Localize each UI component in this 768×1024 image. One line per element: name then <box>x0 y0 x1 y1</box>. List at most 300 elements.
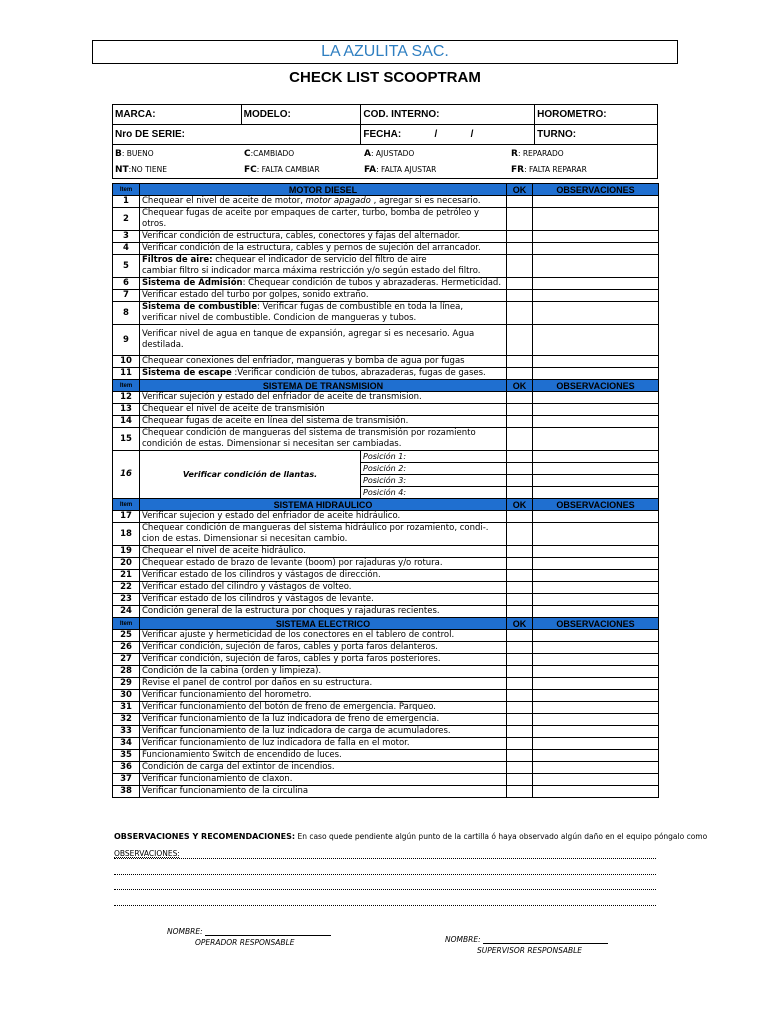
supervisor-name-line[interactable] <box>483 943 608 944</box>
item-description <box>140 208 507 231</box>
section-header-hidraulico <box>113 499 659 511</box>
section-title: SISTEMA DE TRANSMISION <box>140 380 507 392</box>
ok-cell[interactable] <box>507 487 533 499</box>
observations-column-header: OBSERVACIONES <box>533 499 659 511</box>
checklist-row <box>113 678 659 690</box>
item-text: Verificar estado del turbo por golpes, sonido extraño. <box>142 290 369 300</box>
nro-serie-field[interactable]: Nro DE SERIE: <box>113 125 361 145</box>
ok-cell[interactable] <box>507 738 533 750</box>
ok-column-header: OK <box>507 184 533 196</box>
ok-cell[interactable] <box>507 416 533 428</box>
observation-cell[interactable] <box>533 487 659 499</box>
item-description <box>140 594 507 606</box>
operator-role: OPERADOR RESPONSABLE <box>195 938 295 947</box>
item-description <box>140 302 507 325</box>
observation-cell[interactable] <box>533 738 659 750</box>
status-legend <box>113 145 658 179</box>
item-description <box>140 558 507 570</box>
checklist-row <box>113 750 659 762</box>
checklist-row <box>113 392 659 404</box>
item-subsystem-label: Sistema de escape <box>142 368 232 378</box>
checklist-row <box>113 690 659 702</box>
ok-cell[interactable] <box>507 546 533 558</box>
item-text: Condición de la cabina (orden y limpieza). <box>142 666 322 676</box>
item-description <box>140 774 507 786</box>
item-description <box>140 726 507 738</box>
item-text-line2: cambiar filtro si indicador marca máxima restricción y/o según estado del filtro. <box>142 266 481 276</box>
observation-cell[interactable] <box>533 290 659 302</box>
supervisor-signature <box>445 935 608 955</box>
item-number: 21 <box>113 570 140 582</box>
observation-cell[interactable] <box>533 594 659 606</box>
item-description <box>140 255 507 278</box>
checklist-row <box>113 511 659 523</box>
item-number: 24 <box>113 606 140 618</box>
checklist-row <box>113 582 659 594</box>
legend-fr: FR: FALTA REPARAR <box>511 164 587 175</box>
item-description <box>140 642 507 654</box>
item-text: Verificar estado del cilindro y vástagos de volteo. <box>142 582 352 592</box>
item-number: 25 <box>113 630 140 642</box>
ok-column-header: OK <box>507 618 533 630</box>
item-number: 13 <box>113 404 140 416</box>
item-description <box>140 570 507 582</box>
checklist-row <box>113 428 659 451</box>
checklist-row <box>113 630 659 642</box>
observation-cell[interactable] <box>533 255 659 278</box>
ok-cell[interactable] <box>507 428 533 451</box>
item-text: Verificar condición de estructura, cables, conectores y fajas del alternador. <box>142 231 461 241</box>
observation-cell[interactable] <box>533 392 659 404</box>
observation-cell[interactable] <box>533 463 659 475</box>
company-name: LA AZULITA SAC. <box>92 40 678 64</box>
item-number: 35 <box>113 750 140 762</box>
ok-cell[interactable] <box>507 606 533 618</box>
section-title: SISTEMA ELECTRICO <box>140 618 507 630</box>
observation-cell[interactable] <box>533 654 659 666</box>
ok-cell[interactable] <box>507 678 533 690</box>
tire-position-label[interactable]: Posición 4: <box>361 487 507 499</box>
section-header-transmision <box>113 380 659 392</box>
item-number: 11 <box>113 368 140 380</box>
item-text-line2: condición de estas. Dimensionar si necesitan ser cambiadas. <box>142 439 402 449</box>
item-description <box>140 278 507 290</box>
ok-cell[interactable] <box>507 290 533 302</box>
observation-cell[interactable] <box>533 231 659 243</box>
item-column-header: Item <box>113 499 140 511</box>
checklist-row <box>113 356 659 368</box>
item-number: 9 <box>113 325 140 356</box>
item-column-header: Item <box>113 380 140 392</box>
observation-cell[interactable] <box>533 511 659 523</box>
observation-cell[interactable] <box>533 368 659 380</box>
ok-cell[interactable] <box>507 302 533 325</box>
ok-cell[interactable] <box>507 750 533 762</box>
item-number: 5 <box>113 255 140 278</box>
ok-cell[interactable] <box>507 726 533 738</box>
section-header-motor <box>113 184 659 196</box>
supervisor-name-label: NOMBRE: <box>445 935 481 944</box>
ok-cell[interactable] <box>507 475 533 487</box>
observation-cell[interactable] <box>533 278 659 290</box>
observations-label: OBSERVACIONES: <box>114 849 180 858</box>
document-title: CHECK LIST SCOOPTRAM <box>289 69 481 86</box>
item-number: 19 <box>113 546 140 558</box>
legend-b: B: BUENO <box>115 148 154 159</box>
observation-cell[interactable] <box>533 630 659 642</box>
item-text: Condición de carga del extintor de incendios. <box>142 762 335 772</box>
observation-line-3[interactable] <box>114 889 656 890</box>
ok-cell[interactable] <box>507 208 533 231</box>
item-text: Verificar funcionamiento de claxon. <box>142 774 293 784</box>
item-text: Verificar condición de la estructura, cables y pernos de sujeción del arrancador. <box>142 243 481 253</box>
legend-nt: NT:NO TIENE <box>115 164 167 175</box>
checklist-row <box>113 570 659 582</box>
observation-cell[interactable] <box>533 714 659 726</box>
item-number: 38 <box>113 786 140 798</box>
item-number: 29 <box>113 678 140 690</box>
observation-cell[interactable] <box>533 404 659 416</box>
ok-cell[interactable] <box>507 774 533 786</box>
item-description <box>140 392 507 404</box>
equipment-header-table <box>112 104 658 179</box>
ok-cell[interactable] <box>507 392 533 404</box>
ok-cell[interactable] <box>507 325 533 356</box>
item-text: Verificar sujeción y estado del enfriador de aceite de transmision. <box>142 392 422 402</box>
supervisor-role: SUPERVISOR RESPONSABLE <box>477 946 583 955</box>
observation-cell[interactable] <box>533 523 659 546</box>
checklist-row <box>113 546 659 558</box>
item-text: : Verificar fugas de combustible en toda la línea, <box>256 302 464 312</box>
observation-cell[interactable] <box>533 762 659 774</box>
fecha-field[interactable] <box>361 125 535 145</box>
checklist-row <box>113 594 659 606</box>
checklist-row <box>113 231 659 243</box>
item-text: chequear el indicador de servicio del filtro de aire <box>212 255 427 265</box>
observation-cell[interactable] <box>533 726 659 738</box>
horometro-field[interactable]: HOROMETRO: <box>535 105 658 125</box>
item-text: : Chequear condición de tubos y abrazaderas. Hermeticidad. <box>242 278 502 288</box>
item-description <box>140 582 507 594</box>
ok-cell[interactable] <box>507 666 533 678</box>
observation-line-4[interactable] <box>114 905 656 906</box>
observation-cell[interactable] <box>533 690 659 702</box>
item-text-tail: , agregar si es necesario. <box>370 196 481 206</box>
checklist-row <box>113 666 659 678</box>
observation-cell[interactable] <box>533 786 659 798</box>
item-description <box>140 738 507 750</box>
item-number: 6 <box>113 278 140 290</box>
item-number: 28 <box>113 666 140 678</box>
observation-cell[interactable] <box>533 666 659 678</box>
item-text: Chequear condición de mangueras del sistema de transmisión por rozamiento <box>142 428 476 438</box>
item-number: 18 <box>113 523 140 546</box>
item-number: 14 <box>113 416 140 428</box>
item-number: 1 <box>113 196 140 208</box>
section-title: SISTEMA HIDRAULICO <box>140 499 507 511</box>
observation-cell[interactable] <box>533 774 659 786</box>
checklist-row <box>113 196 659 208</box>
item-description <box>140 356 507 368</box>
checklist-table <box>112 183 659 798</box>
item-description <box>140 404 507 416</box>
tire-position-row <box>113 451 659 463</box>
item-description <box>140 290 507 302</box>
checklist-row <box>113 702 659 714</box>
ok-cell[interactable] <box>507 642 533 654</box>
ok-cell[interactable] <box>507 231 533 243</box>
marca-field[interactable]: MARCA: <box>113 105 242 125</box>
item-number: 16 <box>113 451 140 499</box>
item-subsystem-label: Sistema de Admisión <box>142 278 243 288</box>
ok-cell[interactable] <box>507 404 533 416</box>
item-text: Verificar funcionamiento de la luz indicadora de freno de emergencia. <box>142 714 440 724</box>
ok-cell[interactable] <box>507 243 533 255</box>
item-number: 32 <box>113 714 140 726</box>
item-number: 36 <box>113 762 140 774</box>
item-number: 27 <box>113 654 140 666</box>
observation-cell[interactable] <box>533 451 659 463</box>
observation-cell[interactable] <box>533 582 659 594</box>
ok-cell[interactable] <box>507 582 533 594</box>
item-description <box>140 630 507 642</box>
checklist-row <box>113 606 659 618</box>
item-text: Chequear el nivel de aceite de transmisión <box>142 404 325 414</box>
item-description <box>140 428 507 451</box>
checklist-row <box>113 243 659 255</box>
item-text: Verificar funcionamiento del botón de freno de emergencia. Parqueo. <box>142 702 436 712</box>
item-text: Funcionamiento Switch de encendido de luces. <box>142 750 342 760</box>
observation-cell[interactable] <box>533 325 659 356</box>
item-description <box>140 523 507 546</box>
item-text: Revise el panel de control por daños en su estructura. <box>142 678 373 688</box>
item-text: Verificar condición, sujeción de faros, cables y porta faros delanteros. <box>142 642 439 652</box>
checklist-row <box>113 255 659 278</box>
item-description <box>140 231 507 243</box>
legend-fc: FC: FALTA CAMBIAR <box>244 164 320 175</box>
checklist-row <box>113 762 659 774</box>
item-text: Chequear el nivel de aceite hidráulico. <box>142 546 306 556</box>
item-subsystem-label: Sistema de combustible <box>142 302 257 312</box>
legend-a: A: AJUSTADO <box>364 148 415 159</box>
item-description <box>140 654 507 666</box>
observation-cell[interactable] <box>533 196 659 208</box>
ok-cell[interactable] <box>507 702 533 714</box>
item-description <box>140 714 507 726</box>
observation-cell[interactable] <box>533 702 659 714</box>
item-description <box>140 196 507 208</box>
checklist-row <box>113 558 659 570</box>
checklist-row <box>113 654 659 666</box>
ok-cell[interactable] <box>507 523 533 546</box>
item-text: Verificar funcionamiento de luz indicadora de falla en el motor. <box>142 738 410 748</box>
item-text: Chequear fugas de aceite en línea del sistema de transmisión. <box>142 416 409 426</box>
observation-cell[interactable] <box>533 750 659 762</box>
item-text: Verificar ajuste y hermeticidad de los conectores en el tablero de control. <box>142 630 455 640</box>
item-subsystem-label: Filtros de aire: <box>142 255 213 265</box>
ok-column-header: OK <box>507 499 533 511</box>
observations-column-header: OBSERVACIONES <box>533 184 659 196</box>
observation-cell[interactable] <box>533 356 659 368</box>
ok-cell[interactable] <box>507 196 533 208</box>
item-description <box>140 546 507 558</box>
item-text: Chequear el nivel de aceite de motor, <box>142 196 306 206</box>
checklist-row <box>113 774 659 786</box>
observations-column-header: OBSERVACIONES <box>533 380 659 392</box>
item-number: 22 <box>113 582 140 594</box>
checklist-row <box>113 714 659 726</box>
ok-cell[interactable] <box>507 570 533 582</box>
item-number: 7 <box>113 290 140 302</box>
item-text: Verificar sujecion y estado del enfriador de aceite hidráulico. <box>142 511 401 521</box>
observation-cell[interactable] <box>533 678 659 690</box>
ok-cell[interactable] <box>507 786 533 798</box>
item-number: 2 <box>113 208 140 231</box>
checklist-row <box>113 290 659 302</box>
item-description <box>140 325 507 356</box>
item-number: 33 <box>113 726 140 738</box>
observation-cell[interactable] <box>533 302 659 325</box>
ok-cell[interactable] <box>507 690 533 702</box>
observation-cell[interactable] <box>533 570 659 582</box>
item-text: Verificar estado de los cilindros y vástagos de levante. <box>142 594 374 604</box>
item-text: Condición general de la estructura por choques y rajaduras recientes. <box>142 606 440 616</box>
ok-cell[interactable] <box>507 654 533 666</box>
section-header-electrico <box>113 618 659 630</box>
checklist-row <box>113 416 659 428</box>
legend-fa: FA: FALTA AJUSTAR <box>364 164 437 175</box>
item-column-header: Item <box>113 184 140 196</box>
item-text: Verificar funcionamiento de la circulina <box>142 786 309 796</box>
ok-cell[interactable] <box>507 594 533 606</box>
item-text: Verificar funcionamiento de la luz indicadora de carga de acumuladores. <box>142 726 451 736</box>
item-emphasis: motor apagado <box>305 196 371 206</box>
item-text: :Verificar condición de tubos, abrazaderas, fugas de gases. <box>231 368 486 378</box>
item-text: Verificar nivel de agua en tanque de expansión, agregar si es necesario. Agua destilada. <box>142 329 475 350</box>
observation-cell[interactable] <box>533 558 659 570</box>
ok-cell[interactable] <box>507 451 533 463</box>
checklist-row <box>113 523 659 546</box>
item-description <box>140 606 507 618</box>
item-number: 26 <box>113 642 140 654</box>
item-description <box>140 786 507 798</box>
item-text: Verificar estado de los cilindros y vástagos de dirección. <box>142 570 381 580</box>
item-description <box>140 702 507 714</box>
ok-cell[interactable] <box>507 630 533 642</box>
item-number: 31 <box>113 702 140 714</box>
item-text: Verificar condición, sujeción de faros, cables y porta faros posteriores. <box>142 654 441 664</box>
tire-position-label[interactable]: Posición 3: <box>361 475 507 487</box>
observation-cell[interactable] <box>533 428 659 451</box>
operator-signature <box>167 927 331 947</box>
fecha-label: FECHA: <box>363 129 402 140</box>
cod-interno-field[interactable]: COD. INTERNO: <box>361 105 535 125</box>
item-number: 20 <box>113 558 140 570</box>
item-number: 10 <box>113 356 140 368</box>
item-number: 15 <box>113 428 140 451</box>
item-description <box>140 678 507 690</box>
item-description <box>140 762 507 774</box>
item-text: Chequear conexiones del enfriador, mangueras y bomba de agua por fugas <box>142 356 465 366</box>
checklist-row <box>113 302 659 325</box>
item-description <box>140 750 507 762</box>
observations-heading: OBSERVACIONES Y RECOMENDACIONES: En caso quede pendiente algún punto de la cartilla ó haya observado algún daño en el equipo póngalo como <box>114 832 708 841</box>
ok-cell[interactable] <box>507 511 533 523</box>
checklist-row <box>113 738 659 750</box>
modelo-field[interactable]: MODELO: <box>241 105 361 125</box>
operator-name-line[interactable] <box>205 935 331 936</box>
observation-cell[interactable] <box>533 208 659 231</box>
observation-cell[interactable] <box>533 642 659 654</box>
item-description <box>140 368 507 380</box>
tire-position-label[interactable]: Posición 1: <box>361 451 507 463</box>
item-text: Chequear condición de mangueras del sistema hidráulico por rozamiento, condi-. <box>142 523 489 533</box>
legend-r: R: REPARADO <box>511 148 564 159</box>
checklist-row <box>113 726 659 738</box>
turno-field[interactable]: TURNO: <box>535 125 658 145</box>
item-text: Chequear estado de brazo de levante (boom) por rajaduras y/o rotura. <box>142 558 443 568</box>
item-number: 30 <box>113 690 140 702</box>
item-text-line2: verificar nivel de combustible. Condicion de mangueras y tubos. <box>142 313 417 323</box>
ok-column-header: OK <box>507 380 533 392</box>
observation-cell[interactable] <box>533 243 659 255</box>
ok-cell[interactable] <box>507 714 533 726</box>
item-number: 23 <box>113 594 140 606</box>
fecha-separator: / / <box>434 129 474 140</box>
item-text: Chequear fugas de aceite por empaques de carter, turbo, bomba de petróleo y otros. <box>142 208 480 229</box>
item-description <box>140 666 507 678</box>
item-number: 37 <box>113 774 140 786</box>
item-description <box>140 416 507 428</box>
tire-check-description: Verificar condición de llantas. <box>140 451 361 499</box>
operator-name-label: NOMBRE: <box>167 927 203 936</box>
observation-cell[interactable] <box>533 606 659 618</box>
item-description <box>140 690 507 702</box>
ok-cell[interactable] <box>507 558 533 570</box>
observation-cell[interactable] <box>533 475 659 487</box>
observation-cell[interactable] <box>533 546 659 558</box>
observation-line-1[interactable] <box>114 858 656 859</box>
checklist-row <box>113 404 659 416</box>
item-number: 12 <box>113 392 140 404</box>
item-number: 3 <box>113 231 140 243</box>
item-number: 4 <box>113 243 140 255</box>
legend-c: C:CAMBIADO <box>244 148 295 159</box>
item-number: 34 <box>113 738 140 750</box>
item-column-header: Item <box>113 618 140 630</box>
item-description <box>140 511 507 523</box>
ok-cell[interactable] <box>507 255 533 278</box>
item-number: 8 <box>113 302 140 325</box>
checklist-row <box>113 325 659 356</box>
ok-cell[interactable] <box>507 278 533 290</box>
checklist-row <box>113 786 659 798</box>
ok-cell[interactable] <box>507 762 533 774</box>
ok-cell[interactable] <box>507 368 533 380</box>
tire-position-label[interactable]: Posición 2: <box>361 463 507 475</box>
checklist-row <box>113 278 659 290</box>
ok-cell[interactable] <box>507 463 533 475</box>
checklist-row <box>113 368 659 380</box>
ok-cell[interactable] <box>507 356 533 368</box>
item-number: 17 <box>113 511 140 523</box>
observation-cell[interactable] <box>533 416 659 428</box>
observation-line-2[interactable] <box>114 874 656 875</box>
observations-column-header: OBSERVACIONES <box>533 618 659 630</box>
item-text: Verificar funcionamiento del horometro. <box>142 690 312 700</box>
checklist-row <box>113 208 659 231</box>
item-text-line2: cion de estas. Dimensionar si necesitan cambio. <box>142 534 348 544</box>
